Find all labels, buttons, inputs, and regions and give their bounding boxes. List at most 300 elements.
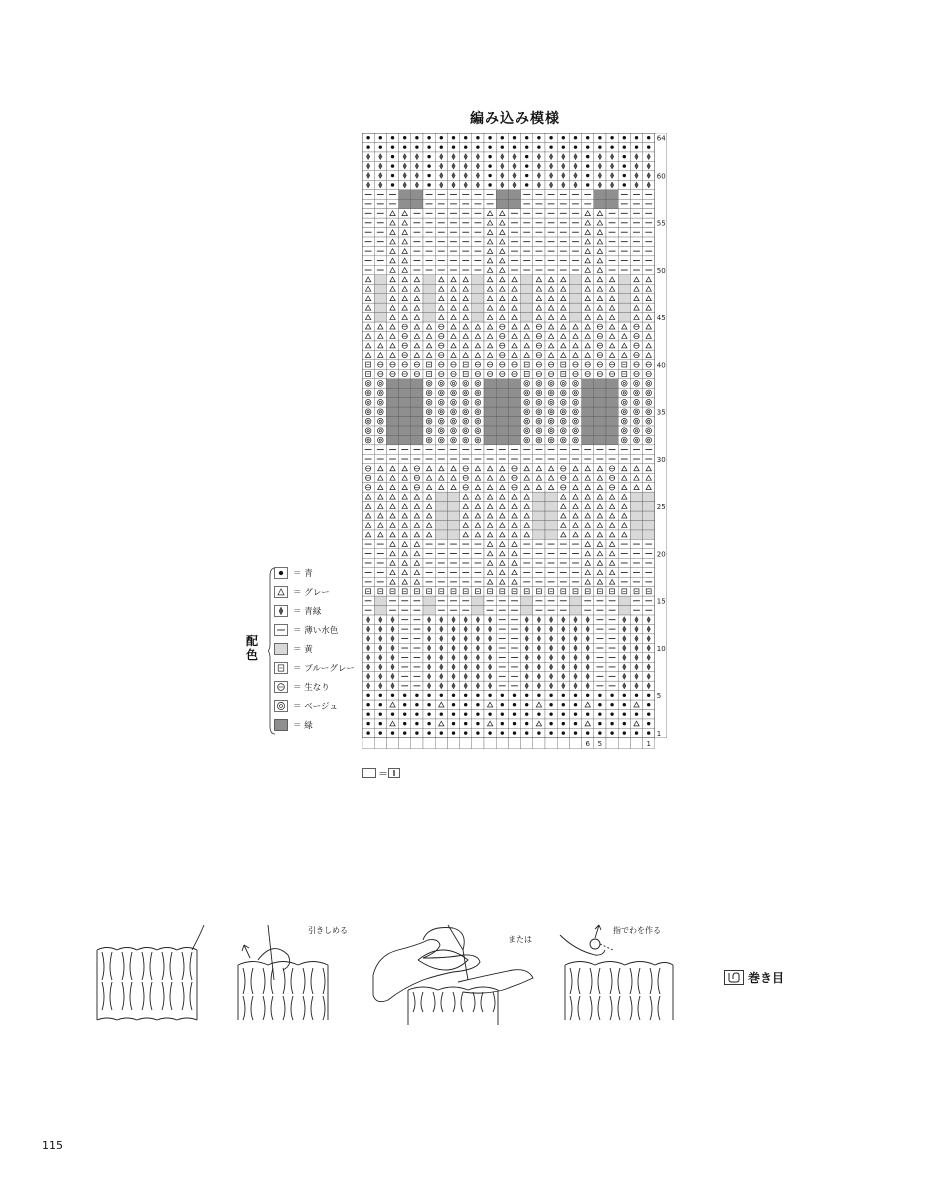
chart-cell bbox=[484, 256, 496, 265]
chart-cell bbox=[472, 426, 484, 435]
chart-cell bbox=[496, 313, 508, 322]
chart-cell bbox=[643, 634, 655, 643]
chart-cell bbox=[423, 492, 435, 501]
chart-cell bbox=[484, 691, 496, 700]
chart-cell bbox=[533, 294, 545, 303]
chart-cell bbox=[472, 331, 484, 340]
chart-cell bbox=[435, 520, 447, 529]
chart-cell bbox=[582, 237, 594, 246]
chart-cell bbox=[606, 246, 618, 255]
chart-cell bbox=[447, 171, 459, 180]
chart-cell bbox=[545, 218, 557, 227]
chart-cell bbox=[423, 152, 435, 161]
chart-cell bbox=[411, 322, 423, 331]
chart-cell bbox=[411, 228, 423, 237]
finger-loop-illustration bbox=[555, 920, 685, 1030]
chart-cell bbox=[545, 161, 557, 170]
chart-cell bbox=[630, 643, 642, 652]
chart-cell bbox=[496, 464, 508, 473]
chart-cell bbox=[533, 256, 545, 265]
chart-cell bbox=[399, 615, 411, 624]
chart-cell bbox=[484, 350, 496, 359]
chart-cell bbox=[423, 388, 435, 397]
chart-cell bbox=[460, 492, 472, 501]
chart-cell bbox=[618, 634, 630, 643]
chart-cell bbox=[399, 520, 411, 529]
chart-cell bbox=[374, 218, 386, 227]
chart-cell bbox=[618, 256, 630, 265]
chart-cell bbox=[521, 180, 533, 189]
chart-cell bbox=[496, 709, 508, 718]
chart-cell bbox=[618, 464, 630, 473]
chart-cell bbox=[594, 341, 606, 350]
chart-cell bbox=[484, 228, 496, 237]
legend-heading: 配色 bbox=[246, 634, 259, 662]
chart-cell bbox=[618, 624, 630, 633]
chart-cell bbox=[496, 643, 508, 652]
chart-cell bbox=[533, 653, 545, 662]
chart-cell bbox=[399, 417, 411, 426]
chart-cell bbox=[435, 171, 447, 180]
chart-cell bbox=[386, 199, 398, 208]
chart-cell bbox=[557, 237, 569, 246]
chart-cell bbox=[643, 237, 655, 246]
chart-cell bbox=[521, 672, 533, 681]
chart-cell bbox=[508, 133, 520, 142]
chart-cell bbox=[484, 672, 496, 681]
chart-cell bbox=[582, 426, 594, 435]
chart-cell bbox=[447, 426, 459, 435]
chart-cell bbox=[484, 171, 496, 180]
chart-cell bbox=[521, 303, 533, 312]
chart-cell bbox=[533, 445, 545, 454]
chart-cell bbox=[545, 577, 557, 586]
or-label: または bbox=[508, 935, 532, 944]
chart-cell bbox=[569, 615, 581, 624]
chart-cell bbox=[594, 161, 606, 170]
chart-cell bbox=[399, 728, 411, 737]
chart-cell bbox=[435, 407, 447, 416]
chart-cell bbox=[374, 492, 386, 501]
chart-cell bbox=[630, 417, 642, 426]
chart-cell bbox=[386, 322, 398, 331]
chart-cell bbox=[447, 313, 459, 322]
chart-cell bbox=[362, 530, 374, 539]
chart-cell bbox=[594, 464, 606, 473]
chart-cell bbox=[508, 246, 520, 255]
chart-cell bbox=[521, 492, 533, 501]
chart-cell bbox=[423, 520, 435, 529]
chart-cell bbox=[569, 568, 581, 577]
chart-cell bbox=[521, 700, 533, 709]
chart-cell bbox=[460, 549, 472, 558]
chart-cell bbox=[557, 606, 569, 615]
chart-cell bbox=[643, 653, 655, 662]
chart-cell bbox=[472, 511, 484, 520]
chart-cell bbox=[643, 265, 655, 274]
chart-cell bbox=[582, 615, 594, 624]
chart-cell bbox=[362, 539, 374, 548]
chart-cell bbox=[411, 464, 423, 473]
chart-cell bbox=[618, 445, 630, 454]
chart-cell bbox=[557, 530, 569, 539]
chart-cell bbox=[484, 624, 496, 633]
chart-cell bbox=[618, 596, 630, 605]
chart-cell bbox=[362, 511, 374, 520]
chart-cell bbox=[569, 369, 581, 378]
chart-cell bbox=[569, 171, 581, 180]
chart-cell bbox=[411, 662, 423, 671]
chart-cell bbox=[496, 388, 508, 397]
chart-cell bbox=[582, 199, 594, 208]
chart-cell bbox=[521, 502, 533, 511]
chart-cell bbox=[643, 284, 655, 293]
chart-cell bbox=[545, 662, 557, 671]
chart-cell bbox=[399, 209, 411, 218]
chart-cell bbox=[533, 228, 545, 237]
chart-cell bbox=[643, 171, 655, 180]
chart-cell bbox=[472, 388, 484, 397]
chart-cell bbox=[411, 161, 423, 170]
chart-cell bbox=[472, 171, 484, 180]
chart-cell bbox=[508, 653, 520, 662]
chart-cell bbox=[496, 341, 508, 350]
chart-cell bbox=[374, 142, 386, 151]
chart-cell bbox=[594, 275, 606, 284]
chart-cell bbox=[399, 246, 411, 255]
legend-item bbox=[274, 585, 330, 599]
chart-cell bbox=[508, 530, 520, 539]
chart-cell bbox=[569, 691, 581, 700]
chart-cell bbox=[399, 530, 411, 539]
chart-cell bbox=[582, 313, 594, 322]
chart-cell bbox=[582, 246, 594, 255]
chart-cell bbox=[484, 142, 496, 151]
chart-cell bbox=[582, 417, 594, 426]
chart-cell bbox=[386, 228, 398, 237]
chart-cell bbox=[472, 417, 484, 426]
chart-cell bbox=[435, 246, 447, 255]
chart-cell bbox=[618, 417, 630, 426]
chart-cell bbox=[411, 502, 423, 511]
chart-cell bbox=[582, 606, 594, 615]
chart-cell bbox=[643, 407, 655, 416]
chart-cell bbox=[496, 483, 508, 492]
chart-cell bbox=[386, 445, 398, 454]
legend-swatch bbox=[274, 719, 288, 731]
chart-cell bbox=[594, 284, 606, 293]
chart-cell bbox=[643, 341, 655, 350]
chart-cell bbox=[460, 634, 472, 643]
chart-cell bbox=[533, 634, 545, 643]
chart-cell bbox=[606, 199, 618, 208]
chart-cell bbox=[521, 615, 533, 624]
row-number: 30 bbox=[656, 455, 666, 464]
chart-cell bbox=[423, 435, 435, 444]
chart-cell bbox=[423, 568, 435, 577]
chart-cell bbox=[508, 662, 520, 671]
chart-cell bbox=[484, 275, 496, 284]
chart-cell bbox=[557, 313, 569, 322]
chart-cell bbox=[399, 539, 411, 548]
chart-cell bbox=[569, 209, 581, 218]
chart-cell bbox=[545, 511, 557, 520]
knit-fabric-illustration bbox=[92, 920, 212, 1030]
chart-cell bbox=[557, 511, 569, 520]
chart-cell bbox=[618, 728, 630, 737]
chart-cell bbox=[594, 152, 606, 161]
chart-cell bbox=[533, 539, 545, 548]
chart-cell bbox=[508, 190, 520, 199]
chart-cell bbox=[594, 313, 606, 322]
chart-cell bbox=[594, 539, 606, 548]
chart-cell bbox=[399, 719, 411, 728]
chart-cell bbox=[545, 615, 557, 624]
chart-cell bbox=[606, 294, 618, 303]
chart-cell bbox=[423, 190, 435, 199]
chart-cell bbox=[496, 473, 508, 482]
chart-cell bbox=[460, 407, 472, 416]
chart-cell bbox=[386, 284, 398, 293]
chart-cell bbox=[582, 190, 594, 199]
chart-cell bbox=[594, 615, 606, 624]
chart-cell bbox=[618, 218, 630, 227]
chart-cell bbox=[386, 577, 398, 586]
row-number: 50 bbox=[656, 266, 666, 275]
chart-cell bbox=[508, 303, 520, 312]
chart-cell bbox=[643, 568, 655, 577]
chart-cell bbox=[630, 587, 642, 596]
chart-cell bbox=[618, 530, 630, 539]
chart-cell bbox=[557, 691, 569, 700]
chart-cell bbox=[582, 445, 594, 454]
chart-cell bbox=[472, 530, 484, 539]
chart-cell bbox=[643, 615, 655, 624]
chart-cell bbox=[460, 606, 472, 615]
chart-cell bbox=[484, 322, 496, 331]
chart-cell bbox=[460, 388, 472, 397]
chart-cell bbox=[362, 256, 374, 265]
equals-sign: ＝ bbox=[378, 769, 388, 780]
chart-cell bbox=[557, 426, 569, 435]
chart-cell bbox=[545, 643, 557, 652]
chart-cell bbox=[618, 492, 630, 501]
chart-cell bbox=[460, 643, 472, 652]
chart-cell bbox=[545, 133, 557, 142]
chart-cell bbox=[460, 464, 472, 473]
chart-cell bbox=[557, 341, 569, 350]
chart-cell bbox=[594, 606, 606, 615]
row-number: 20 bbox=[656, 550, 666, 559]
chart-cell bbox=[386, 473, 398, 482]
chart-cell bbox=[472, 558, 484, 567]
chart-cell bbox=[435, 199, 447, 208]
chart-cell bbox=[606, 303, 618, 312]
chart-cell bbox=[533, 483, 545, 492]
chart-cell bbox=[630, 275, 642, 284]
chart-cell bbox=[435, 681, 447, 690]
chart-cell bbox=[630, 133, 642, 142]
chart-cell bbox=[423, 199, 435, 208]
chart-cell bbox=[618, 161, 630, 170]
chart-cell bbox=[386, 492, 398, 501]
chart-cell bbox=[460, 350, 472, 359]
chart-cell bbox=[423, 265, 435, 274]
chart-cell bbox=[386, 142, 398, 151]
chart-cell bbox=[472, 672, 484, 681]
chart-cell bbox=[472, 502, 484, 511]
chart-cell bbox=[399, 558, 411, 567]
chart-cell bbox=[399, 350, 411, 359]
chart-cell bbox=[496, 161, 508, 170]
chart-cell bbox=[630, 152, 642, 161]
chart-cell bbox=[399, 624, 411, 633]
chart-cell bbox=[630, 237, 642, 246]
chart-cell bbox=[374, 190, 386, 199]
legend-item bbox=[274, 680, 330, 694]
chart-cell bbox=[533, 606, 545, 615]
chart-cell bbox=[399, 256, 411, 265]
chart-cell bbox=[472, 209, 484, 218]
chart-cell bbox=[533, 596, 545, 605]
chart-cell bbox=[545, 284, 557, 293]
chart-cell bbox=[423, 502, 435, 511]
chart-cell bbox=[460, 454, 472, 463]
chart-cell bbox=[411, 218, 423, 227]
chart-cell bbox=[521, 587, 533, 596]
chart-cell bbox=[423, 445, 435, 454]
chart-cell bbox=[521, 653, 533, 662]
chart-cell bbox=[411, 643, 423, 652]
chart-cell bbox=[386, 313, 398, 322]
chart-cell bbox=[447, 539, 459, 548]
chart-cell bbox=[472, 700, 484, 709]
chart-cell bbox=[521, 246, 533, 255]
chart-cell bbox=[545, 530, 557, 539]
chart-cell bbox=[447, 709, 459, 718]
chart-cell bbox=[643, 331, 655, 340]
chart-cell bbox=[423, 549, 435, 558]
chart-cell bbox=[496, 634, 508, 643]
chart-cell bbox=[582, 653, 594, 662]
chart-cell bbox=[460, 577, 472, 586]
chart-cell bbox=[533, 568, 545, 577]
chart-cell bbox=[508, 417, 520, 426]
chart-cell bbox=[374, 445, 386, 454]
chart-cell bbox=[460, 284, 472, 293]
chart-cell bbox=[582, 709, 594, 718]
chart-cell bbox=[472, 218, 484, 227]
chart-cell bbox=[545, 520, 557, 529]
chart-cell bbox=[594, 511, 606, 520]
chart-cell bbox=[411, 520, 423, 529]
chart-cell bbox=[386, 520, 398, 529]
chart-cell bbox=[496, 237, 508, 246]
legend-swatch bbox=[274, 643, 288, 655]
chart-cell bbox=[545, 398, 557, 407]
legend-label: ＝ ブルーグレー bbox=[293, 664, 355, 674]
chart-cell bbox=[630, 369, 642, 378]
chart-cell bbox=[594, 199, 606, 208]
chart-cell bbox=[484, 634, 496, 643]
chart-cell bbox=[460, 530, 472, 539]
chart-cell bbox=[557, 634, 569, 643]
chart-cell bbox=[582, 577, 594, 586]
chart-cell bbox=[435, 587, 447, 596]
legend-swatch bbox=[274, 700, 288, 712]
chart-cell bbox=[362, 398, 374, 407]
chart-cell bbox=[582, 152, 594, 161]
chart-cell bbox=[630, 624, 642, 633]
chart-cell bbox=[606, 558, 618, 567]
chart-cell bbox=[618, 284, 630, 293]
chart-cell bbox=[484, 681, 496, 690]
chart-cell bbox=[399, 341, 411, 350]
chart-cell bbox=[643, 549, 655, 558]
chart-cell bbox=[618, 265, 630, 274]
chart-cell bbox=[386, 549, 398, 558]
chart-cell bbox=[460, 709, 472, 718]
chart-cell bbox=[435, 653, 447, 662]
chart-cell bbox=[399, 142, 411, 151]
chart-cell bbox=[594, 407, 606, 416]
chart-cell bbox=[594, 142, 606, 151]
chart-cell bbox=[447, 341, 459, 350]
chart-cell bbox=[484, 483, 496, 492]
chart-cell bbox=[643, 624, 655, 633]
chart-cell bbox=[582, 634, 594, 643]
chart-cell bbox=[569, 634, 581, 643]
chart-cell bbox=[594, 728, 606, 737]
legend-item bbox=[274, 699, 338, 713]
chart-cell bbox=[545, 709, 557, 718]
chart-cell bbox=[423, 577, 435, 586]
chart-title: 編み込み模様 bbox=[470, 111, 560, 127]
chart-cell bbox=[484, 417, 496, 426]
chart-cell bbox=[508, 360, 520, 369]
chart-cell bbox=[545, 653, 557, 662]
chart-cell bbox=[630, 511, 642, 520]
chart-cell bbox=[582, 275, 594, 284]
chart-cell bbox=[508, 511, 520, 520]
chart-cell bbox=[508, 142, 520, 151]
chart-cell bbox=[557, 624, 569, 633]
chart-cell bbox=[569, 142, 581, 151]
chart-cell bbox=[435, 502, 447, 511]
chart-cell bbox=[460, 379, 472, 388]
chart-cell bbox=[618, 606, 630, 615]
chart-cell bbox=[447, 587, 459, 596]
chart-cell bbox=[411, 388, 423, 397]
chart-cell bbox=[643, 398, 655, 407]
chart-cell bbox=[569, 606, 581, 615]
chart-cell bbox=[386, 454, 398, 463]
chart-cell bbox=[545, 634, 557, 643]
chart-cell bbox=[545, 199, 557, 208]
chart-cell bbox=[545, 313, 557, 322]
chart-cell bbox=[557, 190, 569, 199]
chart-cell bbox=[362, 520, 374, 529]
chart-cell bbox=[508, 350, 520, 359]
chart-cell bbox=[545, 246, 557, 255]
chart-cell bbox=[643, 133, 655, 142]
chart-cell bbox=[533, 435, 545, 444]
chart-cell bbox=[460, 209, 472, 218]
chart-cell bbox=[569, 180, 581, 189]
chart-cell bbox=[618, 142, 630, 151]
chart-cell bbox=[435, 558, 447, 567]
chart-cell bbox=[460, 681, 472, 690]
